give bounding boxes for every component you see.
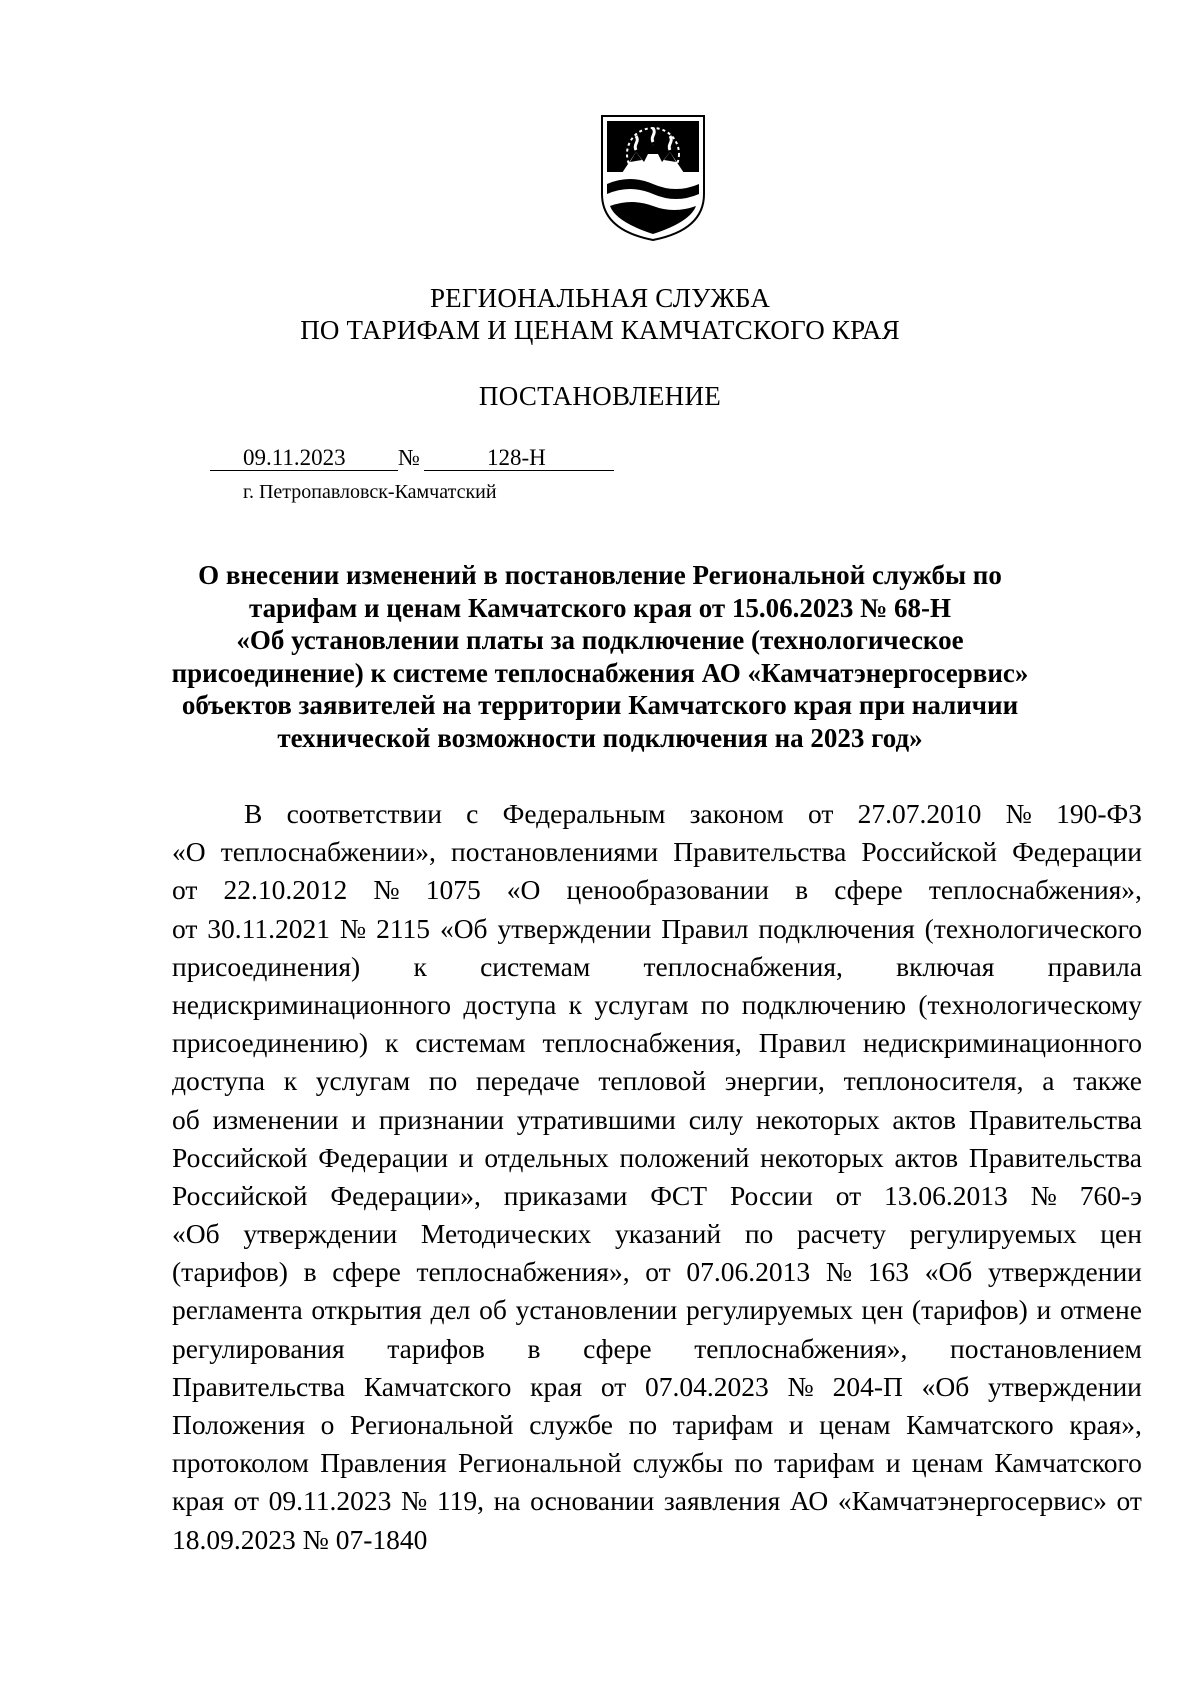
body-line: недискриминационного доступа к услугам по подключению (технологическому — [172, 988, 1142, 1020]
title-line: О внесении изменений в постановление Региональной службы по — [198, 560, 1002, 590]
body-line: протоколом Правления Региональной службы по тарифам и ценам Камчатского — [172, 1447, 1142, 1479]
body-line: (тарифов) в сфере теплоснабжения», от 07.06.2013 № 163 «Об утверждении — [172, 1256, 1142, 1288]
body-line: от 30.11.2021 № 2115 «Об утверждении Правил подключения (технологического — [172, 912, 1142, 944]
agency-name-line-1: РЕГИОНАЛЬНАЯ СЛУЖБА — [429, 283, 771, 313]
body-line: Правительства Камчатского края от 07.04.2023 № 204-П «Об утверждении — [172, 1370, 1142, 1402]
body-line: регламента открытия дел об установлении регулируемых цен (тарифов) и отмене — [172, 1294, 1142, 1326]
document-number: 128-Н — [487, 445, 546, 470]
document-title — [170, 559, 1030, 754]
title-line: «Об установлении платы за подключение (технологическое — [236, 625, 964, 655]
body-line: Российской Федерации», приказами ФСТ России от 13.06.2013 № 760-э — [172, 1179, 1142, 1211]
body-line: от 22.10.2012 № 1075 «О ценообразовании в сфере теплоснабжения», — [172, 874, 1142, 906]
title-line: технической возможности подключения на 2023 год» — [277, 722, 923, 753]
preamble-paragraph — [172, 795, 1142, 1559]
body-line: присоединению) к системам теплоснабжения, Правил недискриминационного — [172, 1027, 1142, 1059]
body-line: 18.09.2023 № 07-1840 — [172, 1523, 428, 1555]
body-line: «О теплоснабжении», постановлениями Правительства Российской Федерации — [172, 836, 1142, 868]
body-line: присоединения) к системам теплоснабжения, включая правила — [172, 950, 1142, 982]
body-line: регулирования тарифов в сфере теплоснабжения», постановлением — [172, 1332, 1142, 1364]
title-line: присоединение) к системе теплоснабжения АО «Камчатэнергосервис» — [171, 657, 1029, 688]
document-date: 09.11.2023 — [243, 445, 346, 470]
body-line: Положения о Региональной службе по тарифам и ценам Камчатского края», — [172, 1409, 1142, 1440]
title-line: объектов заявителей на территории Камчатского края при наличии — [181, 690, 1019, 720]
body-line: доступа к услугам по передаче тепловой энергии, теплоносителя, а также — [172, 1065, 1142, 1097]
title-line: тарифам и ценам Камчатского края от 15.06.2023 № 68-Н — [249, 592, 951, 623]
body-line: края от 09.11.2023 № 119, на основании заявления АО «Камчатэнергосервис» от — [172, 1485, 1142, 1517]
body-line: об изменении и признании утратившими силу некоторых актов Правительства — [172, 1103, 1142, 1135]
agency-name-line-2: ПО ТАРИФАМ И ЦЕНАМ КАМЧАТСКОГО КРАЯ — [300, 315, 900, 345]
kamchatka-emblem-icon — [600, 114, 706, 242]
date-underline — [210, 470, 398, 471]
city: г. Петропавловск-Камчатский — [243, 481, 497, 503]
body-line: Российской Федерации и отдельных положений некоторых актов Правительства — [172, 1141, 1142, 1173]
body-line: В соответствии с Федеральным законом от 27.07.2010 № 190-ФЗ — [244, 798, 1142, 829]
body-line: «Об утверждении Методических указаний по расчету регулируемых цен — [172, 1218, 1142, 1250]
number-sign: № — [398, 445, 420, 470]
document-type: ПОСТАНОВЛЕНИЕ — [478, 381, 722, 411]
number-underline — [424, 470, 614, 471]
